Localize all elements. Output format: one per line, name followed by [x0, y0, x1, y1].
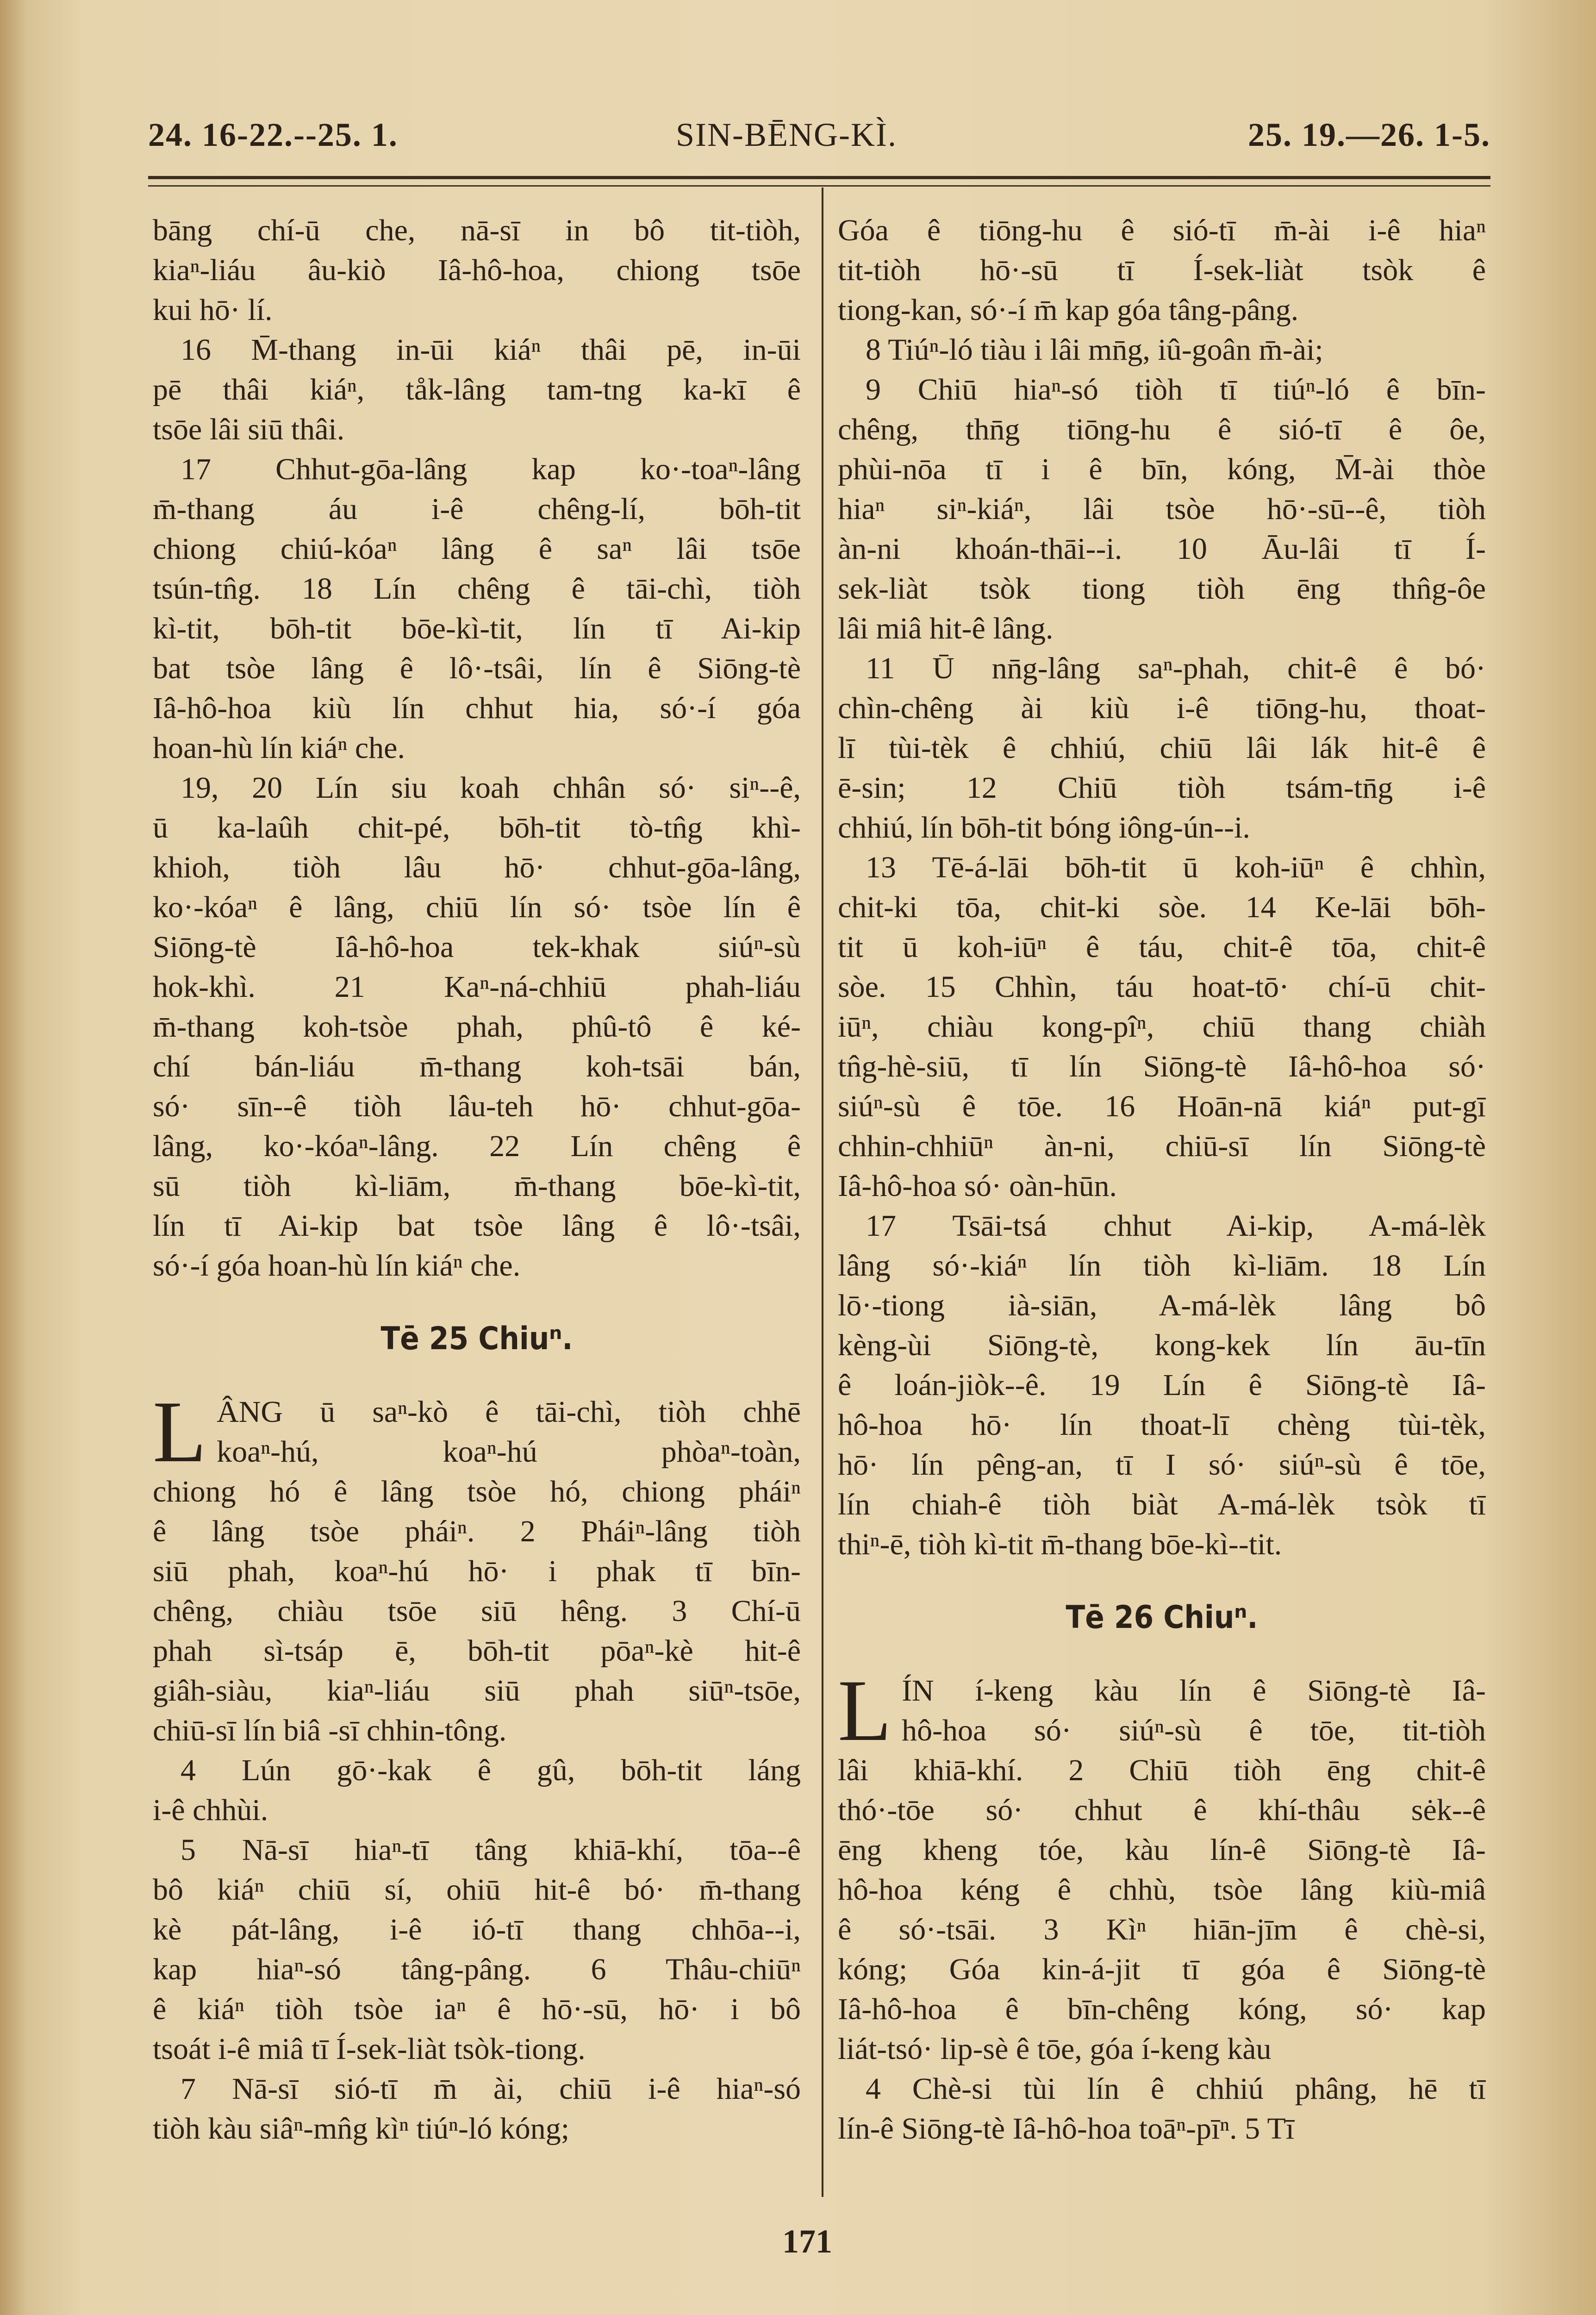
text-line: 17 Chhut-gōa-lâng kap ko·-toaⁿ-lâng	[181, 452, 801, 486]
text-line: Góa ê tiōng-hu ê sió-tī m̄-ài i-ê hiaⁿ	[838, 213, 1486, 247]
text-line: khioh, tiòh lâu hō· chhut-gōa-lâng,	[153, 851, 801, 884]
chapter-26-opening	[838, 1662, 1486, 1759]
text-line: chìn-chêng ài kiù i-ê tiōng-hu, thoat-	[838, 691, 1486, 725]
text-line: só·-í góa hoan-hù lín kiáⁿ che.	[153, 1249, 521, 1283]
text-line: lō·-tiong ià-siān, A-má-lèk lâng bô	[838, 1289, 1486, 1322]
text-line: kì-tit, bōh-tit bōe-kì-tit, lín tī Ai-kip	[153, 612, 801, 645]
text-line: ê só·-tsāi. 3 Kìⁿ hiān-jīm ê chè-si,	[838, 1913, 1486, 1946]
text-line: koaⁿ-hú, koaⁿ-hú phòaⁿ-toàn,	[217, 1435, 801, 1469]
running-header	[148, 116, 1490, 171]
text-line: lâng só·-kiáⁿ lín tiòh kì-liām. 18 Lín	[838, 1249, 1486, 1283]
header-rule-thin	[148, 185, 1490, 187]
text-line: 4 Lún gō·-kak ê gû, bōh-tit láng	[181, 1753, 801, 1787]
text-line: kap hiaⁿ-só tâng-pâng. 6 Thâu-chiūⁿ	[153, 1952, 801, 1986]
text-line: chhiú, lín bōh-tit bóng iông-ún--i.	[838, 811, 1250, 845]
text-line: hô-hoa hō· lín thoat-lī chèng tùi-tèk,	[838, 1408, 1486, 1442]
text-line: ê lâng tsòe pháiⁿ. 2 Pháiⁿ-lâng tiòh	[153, 1514, 801, 1548]
text-line: só· sīn--ê tiòh lâu-teh hō· chhut-gōa-	[153, 1089, 801, 1123]
text-line: chiong chiú-kóaⁿ lâng ê saⁿ lâi tsōe	[153, 532, 801, 566]
header-rule-thick	[148, 176, 1490, 179]
header-book-title: SIN-BĒNG-KÌ.	[676, 116, 897, 153]
text-line: i-ê chhùi.	[153, 1793, 268, 1827]
text-line: siū phah, koaⁿ-hú hō· i phak tī bīn-	[153, 1554, 801, 1588]
text-line: 19, 20 Lín siu koah chhân só· siⁿ--ê,	[181, 771, 801, 805]
text-line: tsoát i-ê miâ tī Í-sek-liàt tsòk-tiong.	[153, 2032, 586, 2066]
chapter-title-25: Tē 25 Chiuⁿ.	[380, 1320, 573, 1357]
text-line: 8 Tiúⁿ-ló tiàu i lâi mn̄g, iû-goân m̄-ài;	[866, 333, 1323, 367]
text-line: hok-khì. 21 Kaⁿ-ná-chhiū phah-liáu	[153, 970, 801, 1004]
text-line: ê kiáⁿ tiòh tsòe iaⁿ ê hō·-sū, hō· i bô	[153, 1992, 801, 2026]
right-column	[838, 211, 1486, 2149]
text-line: kóng; Góa kin-á-jit tī góa ê Siōng-tè	[838, 1952, 1486, 1986]
text-line: giâh-siàu, kiaⁿ-liáu siū phah siūⁿ-tsōe,	[153, 1674, 801, 1708]
text-line: ÂNG ū saⁿ-kò ê tāi-chì, tiòh chhē	[217, 1395, 801, 1429]
text-line: tsún-tn̂g. 18 Lín chêng ê tāi-chì, tiòh	[153, 572, 801, 606]
text-line: tit-tiòh hō·-sū tī Í-sek-liàt tsòk ê	[838, 253, 1486, 287]
text-line: tiòh kàu siâⁿ-mn̂g kìⁿ tiúⁿ-ló kóng;	[153, 2112, 570, 2146]
text-line: chí bán-liáu m̄-thang koh-tsāi bán,	[153, 1050, 801, 1083]
text-line: Iâ-hô-hoa ê bīn-chêng kóng, só· kap	[838, 1992, 1486, 2026]
right-text-block-b	[838, 1751, 1486, 2149]
text-line: sek-liàt tsòk tiong tiòh ēng thn̂g-ôe	[838, 572, 1486, 606]
text-line: lâng, ko·-kóaⁿ-lâng. 22 Lín chêng ê	[153, 1129, 801, 1163]
header-right-reference: 25. 19.—26. 1-5.	[1248, 116, 1490, 153]
text-line: 5 Nā-sī hiaⁿ-tī tâng khiā-khí, tōa--ê	[181, 1833, 801, 1867]
text-line: kiaⁿ-liáu âu-kiò Iâ-hô-hoa, chiong tsōe	[153, 253, 801, 287]
left-column	[153, 211, 801, 2149]
page-number: 171	[782, 2223, 832, 2260]
text-line: ū ka-laûh chit-pé, bōh-tit tò-tn̂g khì-	[153, 811, 801, 845]
text-line: liát-tsó· lip-sè ê tōe, góa í-keng kàu	[838, 2032, 1272, 2066]
text-line: sòe. 15 Chhìn, táu hoat-tō· chí-ū chit-	[838, 970, 1486, 1004]
text-line: ko·-kóaⁿ ê lâng, chiū lín só· tsòe lín ê	[153, 890, 801, 924]
text-line: 11 Ū nn̄g-lâng saⁿ-phah, chit-ê ê bó·	[866, 651, 1486, 685]
column-divider	[822, 188, 823, 2197]
text-line: ēng kheng tóe, kàu lín-ê Siōng-tè Iâ-	[838, 1833, 1486, 1867]
text-line: hô-hoa kéng ê chhù, tsòe lâng kiù-miâ	[838, 1873, 1486, 1907]
text-line: 16 M̄-thang in-ūi kiáⁿ thâi pē, in-ūi	[181, 333, 801, 367]
text-line: chhin-chhiūⁿ àn-ni, chiū-sī lín Siōng-tè	[838, 1129, 1486, 1163]
left-text-block-b	[153, 1472, 801, 2149]
text-line: lâi khiā-khí. 2 Chiū tiòh ēng chit-ê	[838, 1753, 1486, 1787]
text-line: Iâ-hô-hoa só· oàn-hūn.	[838, 1169, 1117, 1203]
text-line: chêng, chiàu tsōe siū hêng. 3 Chí-ū	[153, 1594, 801, 1628]
chapter-title-26: Tē 26 Chiuⁿ.	[1066, 1599, 1258, 1636]
text-line: hô-hoa só· siúⁿ-sù ê tōe, tit-tiòh	[902, 1714, 1486, 1747]
text-line: phah sì-tsáp ē, bōh-tit pōaⁿ-kè hit-ê	[153, 1634, 801, 1668]
text-line: bô kiáⁿ chiū sí, ohiū hit-ê bó· m̄-thang	[153, 1873, 801, 1907]
text-line: tit ū koh-iūⁿ ê táu, chit-ê tōa, chit-ê	[838, 930, 1486, 964]
text-line: 13 Tē-á-lāi bōh-tit ū koh-iūⁿ ê chhìn,	[866, 851, 1486, 884]
text-line: 7 Nā-sī sió-tī m̄ ài, chiū i-ê hiaⁿ-só	[181, 2072, 801, 2106]
text-line: bāng chí-ū che, nā-sī in bô tit-tiòh,	[153, 213, 801, 247]
text-line: m̄-thang áu i-ê chêng-lí, bōh-tit	[153, 492, 801, 526]
text-line: chiong hó ê lâng tsòe hó, chiong pháiⁿ	[153, 1475, 801, 1508]
header-left-reference: 24. 16-22.--25. 1.	[148, 116, 398, 153]
text-line: bat tsòe lâng ê lô·-tsâi, lín ê Siōng-tè	[153, 651, 801, 685]
text-line: 9 Chiū hiaⁿ-só tiòh tī tiúⁿ-ló ê bīn-	[866, 373, 1486, 407]
text-line: m̄-thang koh-tsòe phah, phû-tô ê ké-	[153, 1010, 801, 1044]
text-line: kèng-ùi Siōng-tè, kong-kek lín āu-tīn	[838, 1328, 1486, 1362]
text-line: thó·-tōe só· chhut ê khí-thâu sėk--ê	[838, 1793, 1486, 1827]
text-line: tsōe lâi siū thâi.	[153, 413, 345, 446]
text-line: tn̂g-hè-siū, tī lín Siōng-tè Iâ-hô-hoa só·	[838, 1050, 1486, 1083]
right-text-block-a	[838, 211, 1486, 1564]
text-line: kui hō· lí.	[153, 293, 273, 327]
text-line: kè pát-lâng, i-ê ió-tī thang chhōa--i,	[153, 1913, 801, 1946]
text-line: lī tùi-tèk ê chhiú, chiū lâi lák hit-ê ê	[838, 731, 1486, 765]
text-line: iūⁿ, chiàu kong-pîⁿ, chiū thang chiàh	[838, 1010, 1486, 1044]
text-line: chiū-sī lín biâ -sī chhin-tông.	[153, 1714, 507, 1747]
text-line: chêng, thn̄g tiōng-hu ê sió-tī ê ôe,	[838, 413, 1486, 446]
text-line: lín tī Ai-kip bat tsòe lâng ê lô·-tsâi,	[153, 1209, 801, 1243]
text-line: pē thâi kiáⁿ, tåk-lâng tam-tng ka-kī ê	[153, 373, 801, 407]
drop-cap: L	[838, 1662, 892, 1759]
text-line: ē-sin; 12 Chiū tiòh tsám-tn̄g i-ê	[838, 771, 1486, 805]
text-line: lâi miâ hit-ê lâng.	[838, 612, 1054, 645]
chapter-25-opening	[153, 1383, 801, 1481]
text-line: 4 Chè-si tùi lín ê chhiú phâng, hē tī	[866, 2072, 1486, 2106]
text-line: ÍN í-keng kàu lín ê Siōng-tè Iâ-	[902, 1674, 1486, 1708]
text-line: tiong-kan, só·-í m̄ kap góa tâng-pâng.	[838, 293, 1299, 327]
text-line: sū tiòh kì-liām, m̄-thang bōe-kì-tit,	[153, 1169, 801, 1203]
text-line: Iâ-hô-hoa kiù lín chhut hia, só·-í góa	[153, 691, 801, 725]
text-line: ê loán-jiòk--ê. 19 Lín ê Siōng-tè Iâ-	[838, 1368, 1486, 1402]
text-line: hō· lín pêng-an, tī I só· siúⁿ-sù ê tōe,	[838, 1448, 1486, 1482]
text-line: thiⁿ-ē, tiòh kì-tit m̄-thang bōe-kì--tit.	[838, 1527, 1282, 1561]
text-line: phùi-nōa tī i ê bīn, kóng, M̄-ài thòe	[838, 452, 1486, 486]
text-line: siúⁿ-sù ê tōe. 16 Hoān-nā kiáⁿ put-gī	[838, 1089, 1486, 1123]
left-text-block-a	[153, 211, 801, 1286]
text-line: 17 Tsāi-tsá chhut Ai-kip, A-má-lèk	[866, 1209, 1486, 1243]
text-line: hoan-hù lín kiáⁿ che.	[153, 731, 405, 765]
text-line: àn-ni khoán-thāi--i. 10 Āu-lâi tī Í-	[838, 532, 1486, 566]
text-line: lín-ê Siōng-tè Iâ-hô-hoa toāⁿ-pīⁿ. 5 Tī	[838, 2112, 1295, 2146]
text-line: hiaⁿ siⁿ-kiáⁿ, lâi tsòe hō·-sū--ê, tiòh	[838, 492, 1486, 526]
drop-cap: L	[153, 1383, 207, 1481]
text-line: chit-ki tōa, chit-ki sòe. 14 Ke-lāi bōh-	[838, 890, 1486, 924]
text-line: Siōng-tè Iâ-hô-hoa tek-khak siúⁿ-sù	[153, 930, 801, 964]
text-line: lín chiah-ê tiòh biàt A-má-lèk tsòk tī	[838, 1488, 1486, 1521]
